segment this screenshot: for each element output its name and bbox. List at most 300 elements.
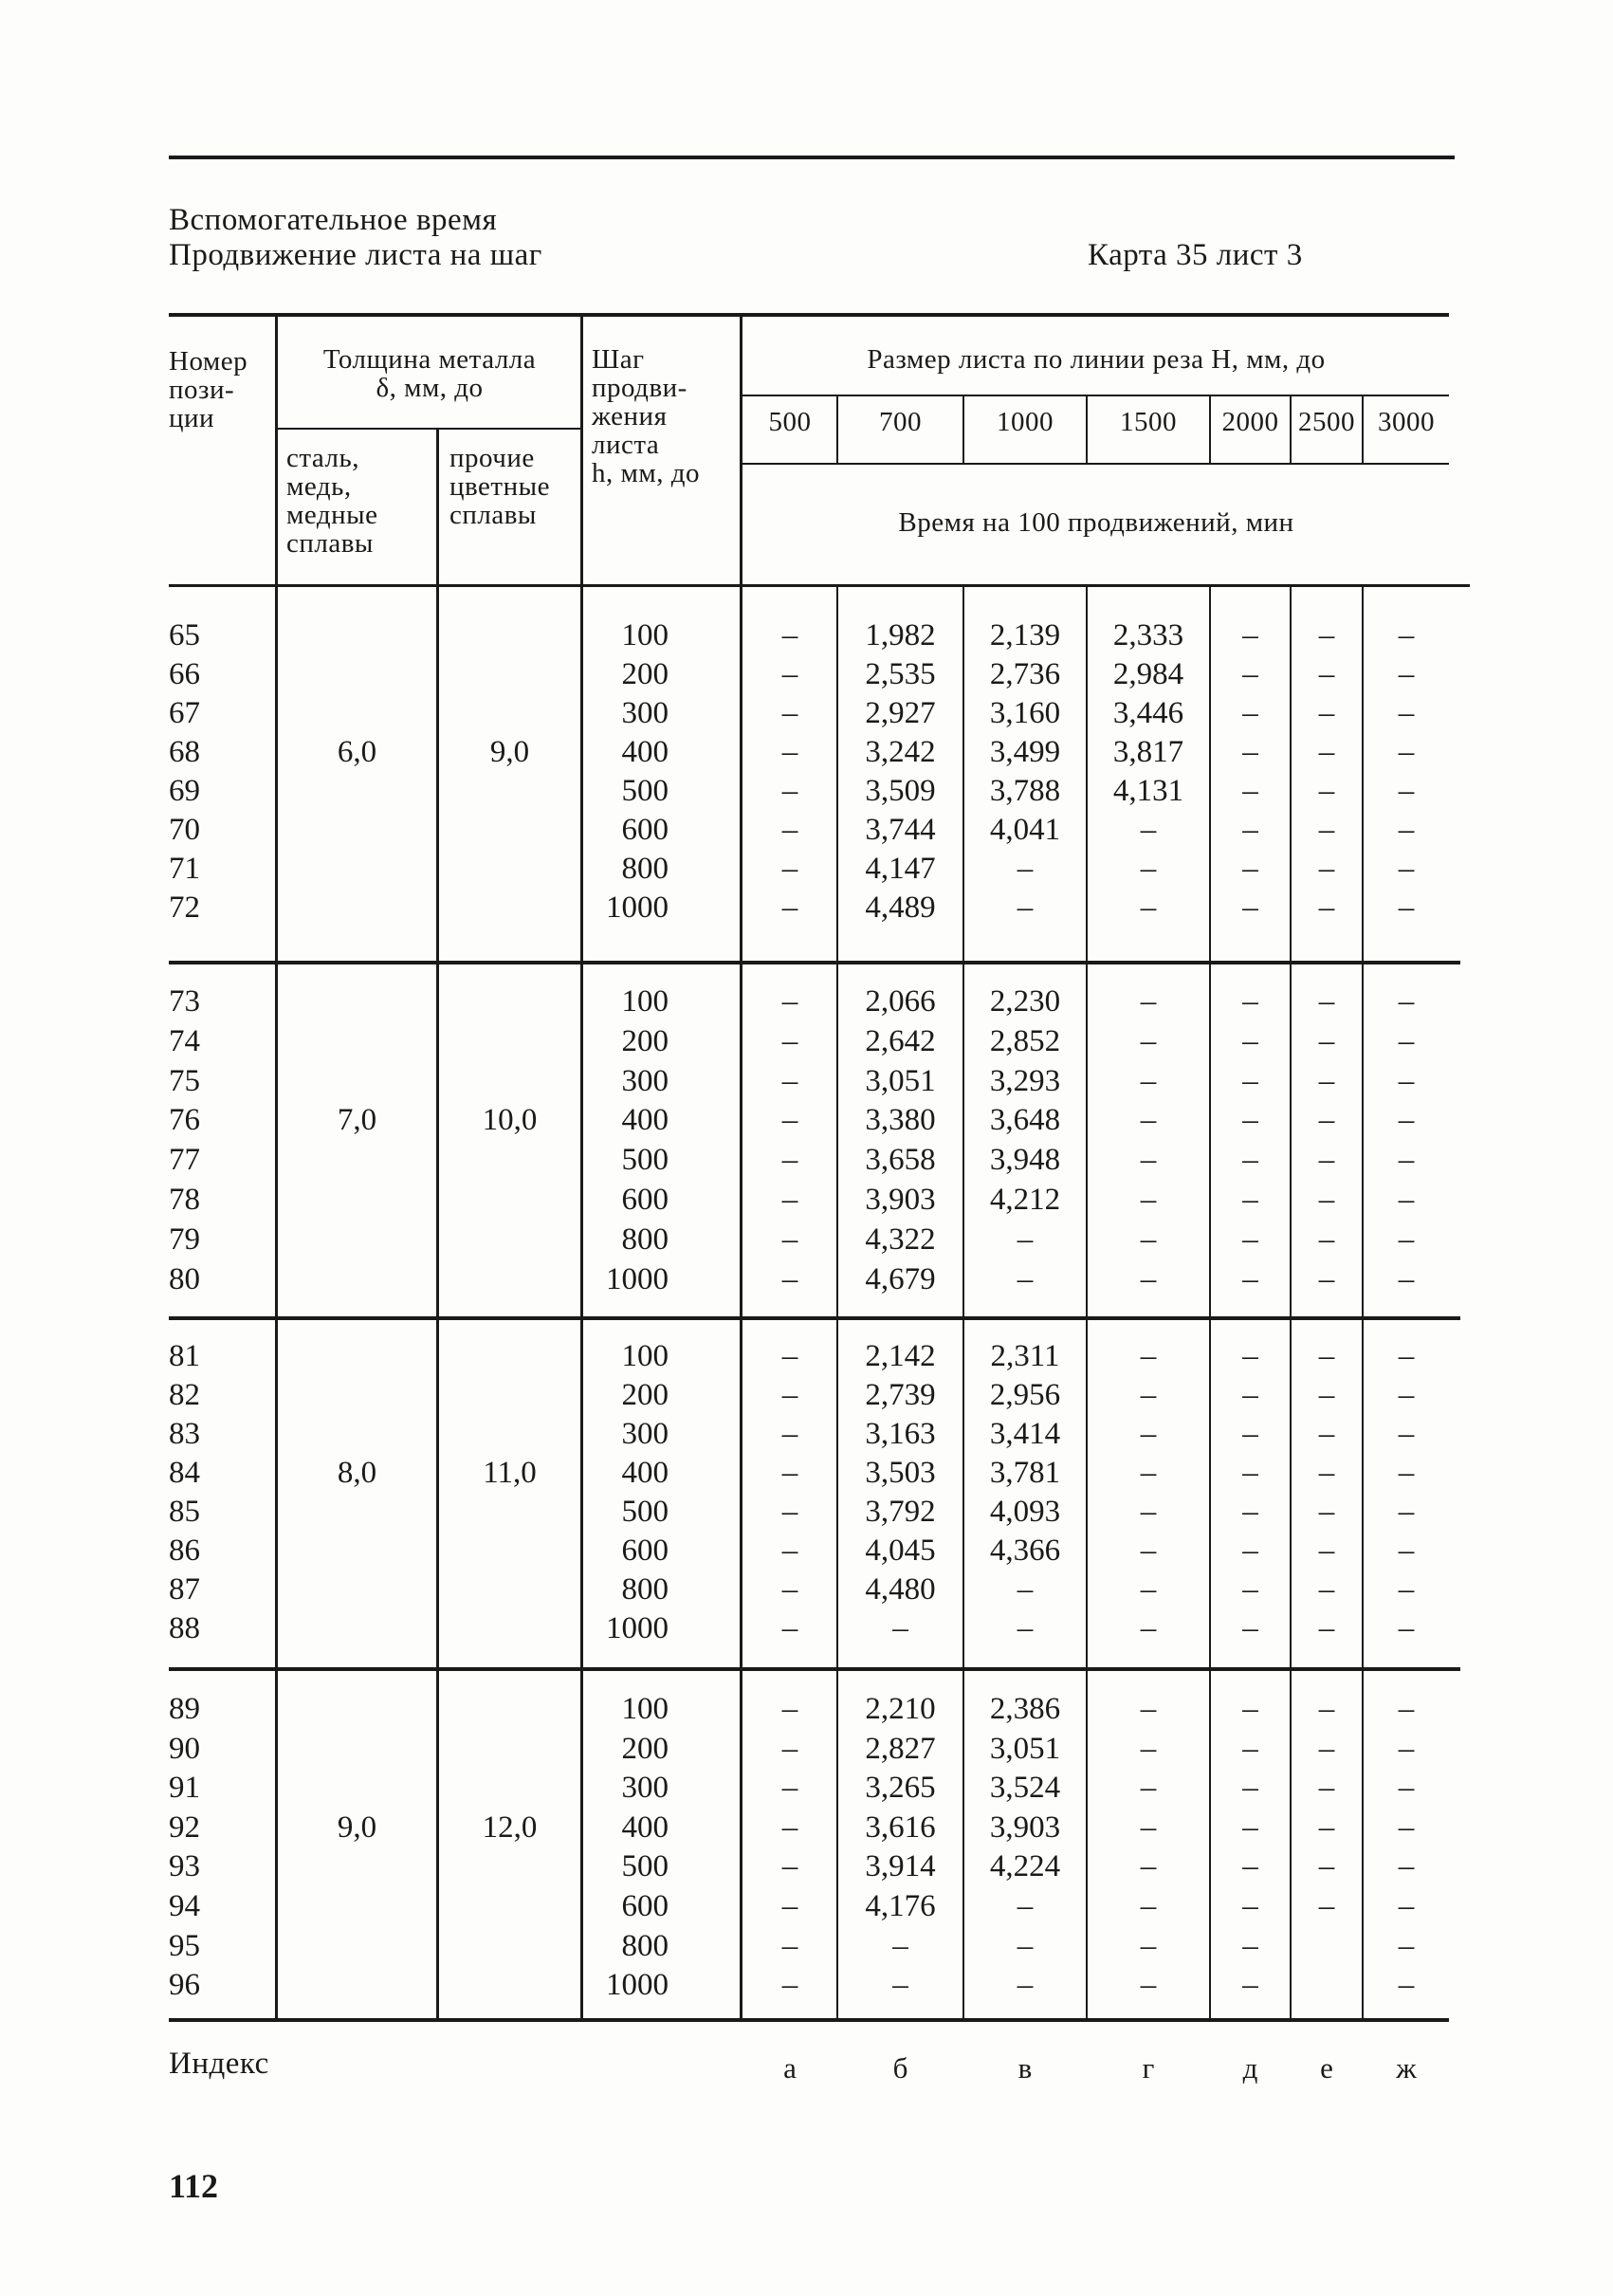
time-value: –: [781, 1339, 798, 1373]
time-value: –: [1398, 1692, 1415, 1726]
time-value: –: [1140, 984, 1157, 1019]
time-value: –: [1398, 1928, 1415, 1963]
time-value: 3,499: [989, 735, 1061, 769]
time-value: 3,293: [989, 1063, 1061, 1098]
page-number: 112: [169, 2167, 219, 2205]
time-value: –: [1398, 1183, 1415, 1217]
step-value: 1000: [606, 1611, 669, 1645]
time-value: –: [892, 1928, 908, 1963]
thickness-steel: 6,0: [337, 735, 377, 769]
time-value: –: [1017, 1261, 1034, 1296]
step-value: 100: [621, 984, 669, 1019]
position-number: 84: [169, 1456, 200, 1490]
col-thickness-line2: δ, мм, до: [376, 373, 484, 403]
time-value: –: [1398, 657, 1415, 691]
col-steel-header: [286, 444, 377, 558]
time-value: –: [1140, 1731, 1157, 1766]
time-value: –: [1242, 1572, 1258, 1607]
col-step-line3: жения: [592, 401, 668, 432]
col-steel-line1: сталь,: [286, 443, 359, 473]
time-value: –: [1398, 1889, 1415, 1923]
time-value: –: [1140, 1023, 1157, 1058]
time-value: –: [1318, 1183, 1335, 1217]
step-value: 500: [621, 1143, 669, 1178]
time-value: –: [1242, 891, 1258, 925]
time-value: –: [1398, 1378, 1415, 1412]
time-value: 2,139: [989, 618, 1061, 652]
time-value: 3,658: [865, 1143, 936, 1178]
time-value: –: [1017, 852, 1034, 886]
header-title-line2: Продвижение листа на шаг: [169, 238, 542, 272]
time-value: 3,744: [865, 813, 936, 847]
time-value: –: [1318, 1063, 1335, 1098]
step-value: 300: [621, 1771, 669, 1806]
table-top-rule: [169, 313, 1449, 317]
col-thickness-line1: Толщина металла: [322, 344, 537, 375]
sizes-bottom-rule: [742, 463, 1449, 465]
step-value: 600: [621, 1183, 669, 1217]
time-value: –: [1140, 1809, 1157, 1845]
time-value: –: [781, 1849, 798, 1884]
time-value: –: [1140, 1143, 1157, 1178]
time-value: –: [1242, 1339, 1258, 1373]
time-value: –: [1140, 891, 1157, 925]
time-value: –: [1318, 1572, 1335, 1607]
time-value: 2,210: [865, 1692, 936, 1726]
time-value: –: [1398, 1417, 1415, 1451]
time-value: –: [781, 696, 798, 730]
time-value: –: [1242, 774, 1258, 808]
time-value: –: [1318, 774, 1335, 808]
thickness-other: 10,0: [482, 1103, 538, 1138]
time-value: –: [1398, 1063, 1415, 1098]
vrule-position: [275, 313, 278, 2018]
time-caption: Время на 100 продвижений, мин: [898, 507, 1294, 538]
step-value: 400: [621, 1809, 669, 1845]
time-value: –: [781, 1221, 798, 1257]
time-value: –: [1140, 1611, 1157, 1645]
time-value: 1,982: [865, 618, 936, 652]
time-value: –: [1242, 1023, 1258, 1058]
thickness-other: 11,0: [483, 1456, 537, 1490]
time-value: –: [1140, 1378, 1157, 1412]
time-value: 2,642: [865, 1023, 936, 1058]
position-number: 96: [169, 1968, 200, 2003]
time-value: 4,489: [865, 891, 936, 925]
time-value: –: [1140, 1968, 1157, 2003]
time-value: –: [1318, 618, 1335, 652]
position-number: 80: [169, 1261, 200, 1296]
time-value: –: [1318, 1378, 1335, 1412]
time-value: –: [1140, 1456, 1157, 1490]
index-letter: б: [892, 2051, 908, 2085]
time-value: –: [1017, 1572, 1034, 1607]
col-step-line5: h, мм, до: [592, 458, 700, 488]
col-steel-line2: медь,: [286, 471, 352, 502]
top-rule: [169, 156, 1455, 159]
time-value: –: [1318, 1889, 1335, 1923]
time-value: 3,160: [989, 696, 1061, 730]
time-value: 2,311: [990, 1339, 1060, 1373]
time-value: –: [1242, 1495, 1258, 1529]
step-value: 500: [621, 1495, 669, 1529]
time-value: –: [1140, 1495, 1157, 1529]
time-value: 4,366: [989, 1534, 1061, 1568]
time-value: –: [1398, 1968, 1415, 2003]
time-value: –: [1398, 1339, 1415, 1373]
time-value: –: [1398, 1611, 1415, 1645]
time-value: –: [781, 1731, 798, 1766]
time-value: 2,230: [989, 984, 1061, 1019]
time-value: –: [1398, 1771, 1415, 1806]
time-value: –: [781, 1417, 798, 1451]
table-bottom-rule: [169, 2018, 1449, 2022]
time-value: –: [781, 1968, 798, 2003]
position-number: 85: [169, 1495, 200, 1529]
time-value: –: [1318, 891, 1335, 925]
position-number: 92: [169, 1809, 200, 1845]
time-value: –: [1318, 852, 1335, 886]
time-value: –: [1242, 618, 1258, 652]
time-value: –: [1140, 1771, 1157, 1806]
thickness-steel: 9,0: [337, 1809, 377, 1845]
time-value: –: [1242, 813, 1258, 847]
time-value: 3,509: [865, 774, 936, 808]
time-value: –: [1398, 1731, 1415, 1766]
time-value: –: [1140, 813, 1157, 847]
position-number: 65: [169, 618, 200, 652]
time-value: –: [781, 1572, 798, 1607]
time-value: –: [1398, 1534, 1415, 1568]
index-letter: д: [1242, 2051, 1258, 2085]
time-value: –: [781, 1928, 798, 1963]
time-value: 3,616: [865, 1809, 936, 1845]
group-rule-3: [169, 1667, 1460, 1671]
time-value: –: [781, 774, 798, 808]
time-value: –: [781, 1143, 798, 1178]
time-value: –: [1242, 1534, 1258, 1568]
time-value: –: [1398, 891, 1415, 925]
position-number: 90: [169, 1731, 200, 1766]
time-value: –: [1242, 1221, 1258, 1257]
time-value: 4,224: [989, 1849, 1061, 1884]
time-value: –: [781, 1771, 798, 1806]
position-number: 75: [169, 1063, 200, 1098]
time-value: –: [1398, 1456, 1415, 1490]
time-value: 4,147: [865, 852, 936, 886]
time-value: 3,781: [989, 1456, 1061, 1490]
time-value: –: [1242, 1809, 1258, 1845]
time-value: –: [1242, 1611, 1258, 1645]
col-step-line4: листа: [592, 430, 660, 460]
col-step-line1: Шаг: [592, 344, 645, 375]
time-value: –: [1140, 852, 1157, 886]
time-value: –: [781, 1023, 798, 1058]
time-value: –: [1398, 852, 1415, 886]
step-value: 300: [621, 696, 669, 730]
time-value: 4,131: [1112, 774, 1184, 808]
time-value: –: [1017, 1611, 1034, 1645]
time-value: –: [1398, 774, 1415, 808]
time-value: –: [1242, 1456, 1258, 1490]
time-value: 3,914: [865, 1849, 936, 1884]
step-value: 600: [621, 1534, 669, 1568]
col-step-line2: продви-: [592, 373, 687, 403]
time-value: 3,380: [865, 1103, 936, 1138]
time-value: 4,679: [865, 1261, 936, 1296]
time-value: –: [781, 1063, 798, 1098]
col-position-line1: Номер: [169, 346, 248, 377]
time-value: –: [1140, 1063, 1157, 1098]
time-value: –: [1398, 1261, 1415, 1296]
position-number: 77: [169, 1143, 200, 1178]
time-value: –: [781, 657, 798, 691]
time-value: –: [1318, 1417, 1335, 1451]
time-value: 3,903: [865, 1183, 936, 1217]
time-value: –: [1318, 984, 1335, 1019]
time-value: 2,827: [865, 1731, 936, 1766]
time-value: –: [1318, 657, 1335, 691]
time-value: 2,386: [989, 1692, 1061, 1726]
position-number: 78: [169, 1183, 200, 1217]
col-steel-line3: медные: [286, 500, 378, 530]
time-value: –: [1017, 1968, 1034, 2003]
col-steel-line4: сплавы: [286, 528, 374, 559]
time-value: 3,265: [865, 1771, 936, 1806]
time-value: –: [781, 735, 798, 769]
time-value: –: [1242, 1103, 1258, 1138]
time-value: –: [1318, 1731, 1335, 1766]
time-value: 2,066: [865, 984, 936, 1019]
time-value: –: [1318, 1849, 1335, 1884]
time-value: 4,176: [865, 1889, 936, 1923]
position-number: 76: [169, 1103, 200, 1138]
time-value: 4,212: [989, 1183, 1061, 1217]
step-value: 200: [621, 1378, 669, 1412]
time-value: –: [781, 1692, 798, 1726]
time-value: –: [1242, 1731, 1258, 1766]
card-reference: Карта 35 лист 3: [1088, 238, 1303, 272]
step-value: 500: [621, 1849, 669, 1884]
time-value: [1292, 1927, 1362, 1966]
time-value: –: [1318, 1023, 1335, 1058]
size-1500: 1500: [1120, 407, 1177, 437]
time-value: –: [1398, 1572, 1415, 1607]
position-number: 73: [169, 984, 200, 1019]
time-value: –: [1318, 1103, 1335, 1138]
time-value: 3,792: [865, 1495, 936, 1529]
time-value: 3,446: [1112, 696, 1184, 730]
index-letter: е: [1320, 2051, 1333, 2085]
time-value: –: [781, 1103, 798, 1138]
position-number: 71: [169, 852, 200, 886]
position-number: 94: [169, 1889, 200, 1923]
col-position-line2: пози-: [169, 375, 235, 405]
time-value: –: [1140, 1928, 1157, 1963]
time-value: –: [1242, 984, 1258, 1019]
time-value: –: [1318, 1771, 1335, 1806]
size-700: 700: [879, 407, 922, 437]
time-value: –: [1140, 1534, 1157, 1568]
time-value: 3,242: [865, 735, 936, 769]
position-number: 68: [169, 735, 200, 769]
position-number: 79: [169, 1221, 200, 1257]
position-number: 81: [169, 1339, 200, 1373]
step-value: 500: [621, 774, 669, 808]
time-value: –: [1398, 696, 1415, 730]
header-title-line1: Вспомогательное время: [169, 203, 498, 237]
step-value: 1000: [606, 891, 669, 925]
time-value: –: [892, 1968, 908, 2003]
time-value: –: [781, 891, 798, 925]
time-value: –: [1242, 1849, 1258, 1884]
time-value: –: [1140, 1261, 1157, 1296]
time-value: 3,414: [989, 1417, 1061, 1451]
time-value: –: [781, 1611, 798, 1645]
time-value: –: [1318, 1534, 1335, 1568]
position-number: 91: [169, 1771, 200, 1806]
time-value: –: [1318, 1339, 1335, 1373]
time-value: –: [1017, 891, 1034, 925]
time-value: 4,480: [865, 1572, 936, 1607]
time-value: –: [1242, 1261, 1258, 1296]
size-1000: 1000: [997, 407, 1054, 437]
time-value: 2,927: [865, 696, 936, 730]
time-value: –: [1318, 696, 1335, 730]
time-value: 2,984: [1112, 657, 1184, 691]
time-value: –: [1140, 1103, 1157, 1138]
time-value: –: [1242, 696, 1258, 730]
step-value: 800: [621, 1928, 669, 1963]
position-number: 86: [169, 1534, 200, 1568]
time-value: –: [1242, 1692, 1258, 1726]
position-number: 82: [169, 1378, 200, 1412]
time-value: –: [1017, 1221, 1034, 1257]
position-number: 74: [169, 1023, 200, 1058]
position-number: 83: [169, 1417, 200, 1451]
time-value: –: [1140, 1572, 1157, 1607]
time-value: –: [1318, 1495, 1335, 1529]
time-value: 2,535: [865, 657, 936, 691]
time-value: –: [1140, 1339, 1157, 1373]
time-value: –: [1318, 813, 1335, 847]
time-value: –: [781, 1889, 798, 1923]
time-value: –: [1242, 1063, 1258, 1098]
position-number: 66: [169, 657, 200, 691]
time-value: –: [1140, 1849, 1157, 1884]
sheet-size-header: Размер листа по линии реза Н, мм, до: [867, 344, 1326, 375]
time-value: –: [1242, 1378, 1258, 1412]
time-value: 3,051: [989, 1731, 1061, 1766]
time-value: –: [1398, 1809, 1415, 1845]
time-value: –: [1318, 1143, 1335, 1178]
time-value: –: [1398, 1143, 1415, 1178]
time-value: 3,948: [989, 1143, 1061, 1178]
time-value: –: [781, 1378, 798, 1412]
time-value: –: [1318, 1611, 1335, 1645]
time-value: –: [1242, 1143, 1258, 1178]
position-number: 95: [169, 1928, 200, 1963]
index-letter: а: [783, 2051, 797, 2085]
step-value: 400: [621, 1103, 669, 1138]
time-value: –: [1017, 1889, 1034, 1923]
position-number: 93: [169, 1849, 200, 1884]
group-rule-2: [169, 1316, 1460, 1320]
thickness-other: 12,0: [482, 1809, 538, 1845]
time-value: –: [1017, 1928, 1034, 1963]
time-value: –: [1398, 813, 1415, 847]
step-value: 1000: [606, 1261, 669, 1296]
step-value: 100: [621, 618, 669, 652]
position-number: 67: [169, 696, 200, 730]
time-value: –: [1318, 735, 1335, 769]
step-value: 100: [621, 1692, 669, 1726]
time-value: –: [781, 984, 798, 1019]
time-value: –: [781, 852, 798, 886]
position-number: 89: [169, 1692, 200, 1726]
col-other-line1: прочие: [449, 443, 535, 473]
col-position-line3: ции: [169, 403, 215, 433]
size-2000: 2000: [1221, 407, 1279, 437]
time-value: –: [781, 1534, 798, 1568]
size-3000: 3000: [1378, 407, 1435, 437]
col-step-header: [592, 345, 700, 487]
step-value: 200: [621, 657, 669, 691]
vrule-steel: [436, 428, 439, 2018]
time-value: –: [1398, 1495, 1415, 1529]
step-value: 100: [621, 1339, 669, 1373]
time-value: –: [1140, 1221, 1157, 1257]
time-value: [1292, 1966, 1362, 2005]
time-value: 2,739: [865, 1378, 936, 1412]
index-letter: г: [1142, 2051, 1155, 2085]
time-value: 4,045: [865, 1534, 936, 1568]
time-value: –: [1242, 657, 1258, 691]
time-value: 4,322: [865, 1221, 936, 1257]
time-value: –: [1140, 1692, 1157, 1726]
step-value: 800: [621, 852, 669, 886]
col-thickness-header: [281, 345, 578, 402]
step-value: 800: [621, 1221, 669, 1257]
time-value: –: [1398, 1103, 1415, 1138]
time-value: –: [1242, 1889, 1258, 1923]
step-value: 600: [621, 1889, 669, 1923]
time-value: –: [1242, 1771, 1258, 1806]
time-value: 3,051: [865, 1063, 936, 1098]
time-value: –: [1318, 1809, 1335, 1845]
step-value: 200: [621, 1731, 669, 1766]
index-letter: ж: [1396, 2051, 1417, 2085]
index-letter: в: [1017, 2051, 1033, 2085]
time-value: 3,503: [865, 1456, 936, 1490]
position-number: 87: [169, 1572, 200, 1607]
time-value: 2,333: [1112, 618, 1184, 652]
time-value: 2,956: [989, 1378, 1061, 1412]
vrule-step: [740, 313, 742, 2018]
time-value: –: [1318, 1692, 1335, 1726]
header-bottom-rule: [169, 584, 1470, 587]
time-value: –: [1318, 1261, 1335, 1296]
position-number: 69: [169, 774, 200, 808]
time-value: –: [781, 618, 798, 652]
time-value: –: [1318, 1456, 1335, 1490]
time-value: –: [1398, 1221, 1415, 1257]
thickness-split-rule: [277, 428, 580, 430]
time-value: –: [1242, 1968, 1258, 2003]
step-value: 600: [621, 813, 669, 847]
step-value: 200: [621, 1023, 669, 1058]
time-value: –: [1398, 618, 1415, 652]
